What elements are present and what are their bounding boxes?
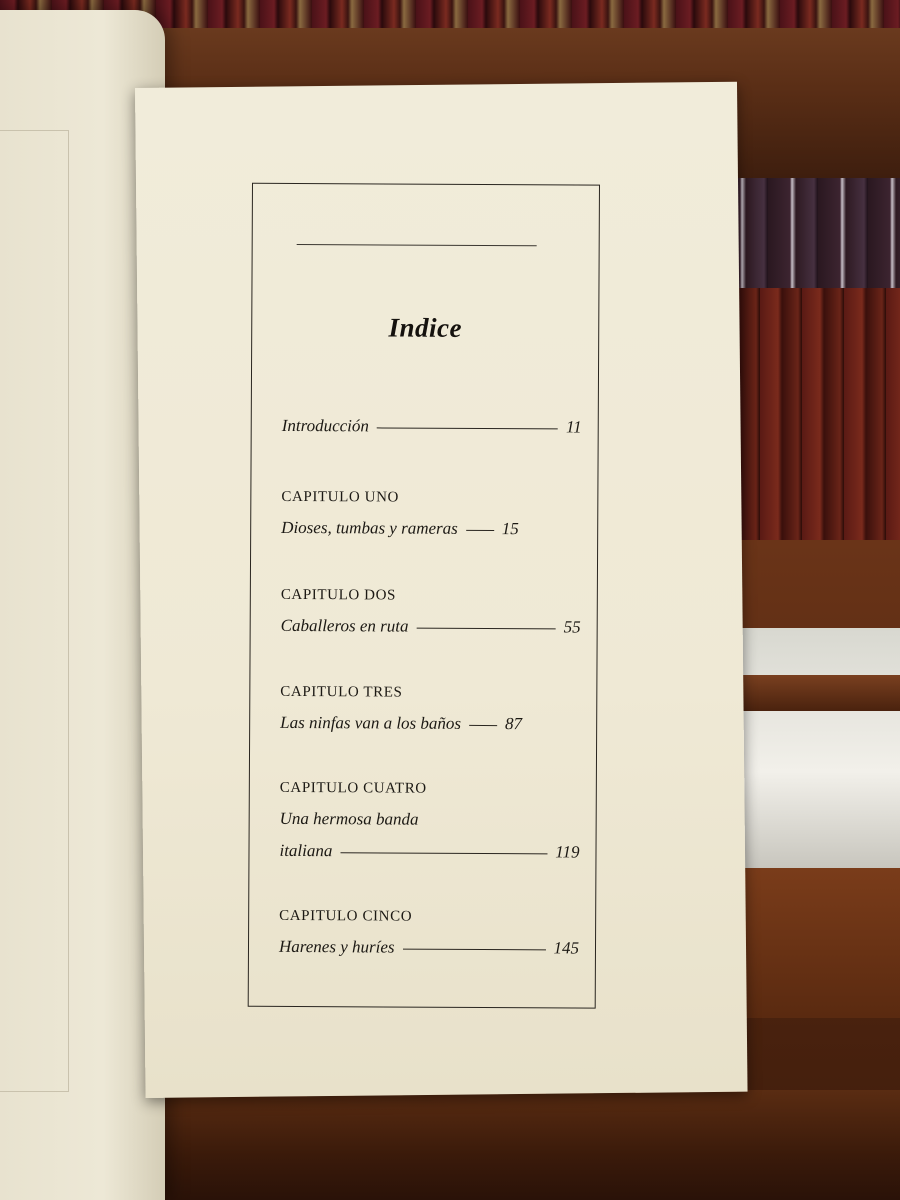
toc-entry-chapter-3 bbox=[280, 684, 580, 735]
page-number: 119 bbox=[555, 842, 580, 862]
background-books-upper bbox=[718, 178, 900, 288]
left-page-frame bbox=[0, 130, 69, 1092]
toc-entry-intro bbox=[282, 416, 582, 438]
toc-entry-chapter-4 bbox=[279, 780, 579, 863]
decorative-rule bbox=[297, 244, 537, 246]
glass-panel bbox=[735, 628, 900, 868]
entry-title: Introducción bbox=[281, 415, 369, 436]
dot-leader bbox=[416, 628, 555, 630]
page-number: 11 bbox=[565, 417, 582, 437]
wooden-cabinet-lower bbox=[735, 868, 900, 1018]
dot-leader bbox=[403, 949, 546, 951]
toc-entry-chapter-1 bbox=[281, 489, 581, 540]
background-books-middle bbox=[718, 288, 900, 558]
entry-title: Dioses, tumbas y rameras bbox=[281, 517, 458, 538]
dot-leader bbox=[377, 427, 558, 429]
entry-title: Caballeros en ruta bbox=[280, 615, 409, 636]
toc-heading: Indice bbox=[388, 312, 463, 343]
dot-leader bbox=[469, 725, 497, 726]
dot-leader bbox=[340, 852, 547, 854]
entry-title: Harenes y huríes bbox=[278, 936, 395, 957]
chapter-label: CAPITULO CINCO bbox=[279, 907, 413, 925]
page-number: 145 bbox=[553, 938, 580, 958]
chapter-label: CAPITULO TRES bbox=[280, 683, 403, 701]
chapter-label: CAPITULO CUATRO bbox=[279, 779, 427, 797]
page-number: 87 bbox=[505, 714, 523, 734]
table-of-contents-frame bbox=[248, 183, 600, 1009]
entry-title-line-2: italiana bbox=[279, 840, 333, 861]
chapter-label: CAPITULO DOS bbox=[280, 586, 397, 604]
wooden-rail bbox=[728, 675, 900, 711]
chapter-label: CAPITULO UNO bbox=[281, 488, 400, 506]
dot-leader bbox=[466, 530, 494, 531]
right-book-page bbox=[135, 82, 748, 1098]
page-number: 55 bbox=[563, 617, 581, 637]
entry-title-line-1: Una hermosa banda bbox=[279, 808, 419, 829]
toc-entry-chapter-2 bbox=[281, 587, 581, 638]
page-number: 15 bbox=[501, 519, 519, 539]
entry-title: Las ninfas van a los baños bbox=[280, 712, 462, 733]
toc-entry-chapter-5 bbox=[279, 908, 579, 959]
